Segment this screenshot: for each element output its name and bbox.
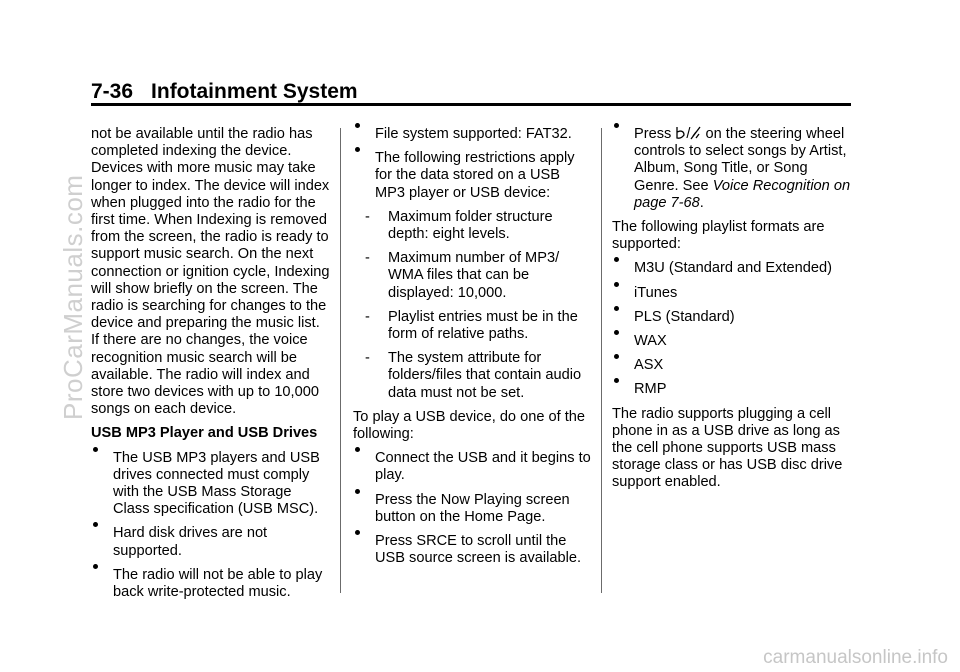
cross-reference-link[interactable]: Voice Recognition on page 7-68	[634, 177, 851, 211]
column-divider	[601, 128, 602, 593]
list-item: RMP	[612, 381, 852, 398]
list-item: M3U (Standard and Extended)	[612, 260, 852, 277]
list-item: The following restrictions apply for the data stored on a USB MP3 player or USB device:	[353, 150, 593, 202]
watermark: ProCarManuals.com	[58, 174, 88, 420]
column-1	[91, 126, 331, 608]
list-item: ASX	[612, 357, 852, 374]
column-3	[612, 126, 852, 499]
list-item: Hard disk drives are not supported.	[91, 525, 331, 559]
list-item: WAX	[612, 333, 852, 350]
footer-watermark: carmanualsonline.info	[763, 647, 948, 668]
list-item: Press the Now Playing screen button on the Home Page.	[353, 492, 593, 526]
list-item: The radio will not be able to play back write-protected music.	[91, 567, 331, 601]
steering-voice-icon	[690, 126, 701, 140]
formats-intro: The following playlist formats are supported:	[612, 219, 825, 253]
sub-list-item: - Playlist entries must be in the form of relative paths.	[365, 308, 578, 343]
list-item: Connect the USB and it begins to play.	[353, 450, 593, 484]
list-item: PLS (Standard)	[612, 309, 852, 326]
column-divider	[340, 128, 341, 593]
page-header	[91, 80, 851, 104]
sub-list-item: - Maximum folder structure depth: eight levels.	[365, 208, 553, 243]
list-item: Press SRCE to scroll until the USB source screen is available.	[353, 533, 593, 567]
steering-talk-icon	[675, 126, 686, 140]
list-item: The USB MP3 players and USB drives connected must comply with the USB Mass Storage Class specification (USB MSC).	[91, 450, 331, 519]
page-number: 7-36	[91, 80, 134, 103]
indexing-paragraph: not be available until the radio has completed indexing the device. Devices with more music may take longer to index. The device will index when plugged into the radio for the first time. When Indexing is removed from the screen, the radio is ready to support music search. On the next connection or ignition cycle, Indexing will show briefly on the screen. The radio is searching for changes to the device and preparing the music list. If there are no changes, the voice recognition music search will be available. The radio will index and store two devices with up to 10,000 songs on each device.	[91, 126, 330, 418]
column-2	[353, 126, 593, 574]
play-usb-intro: To play a USB device, do one of the following:	[353, 408, 586, 443]
list-item: iTunes	[612, 285, 852, 302]
section-title: Infotainment System	[151, 80, 358, 103]
cell-phone-paragraph: The radio supports plugging a cell phone in as a USB drive as long as the cell phone supports USB mass storage class or has USB disc drive support enabled.	[612, 405, 843, 491]
list-item: File system supported: FAT32.	[353, 126, 593, 143]
list-item: Press / on the steering wheel controls to select songs by Artist, Album, Song Title, or Song Genre. See Voice Recognition on page 7-68.	[612, 126, 852, 212]
usb-heading: USB MP3 Player and USB Drives	[91, 425, 318, 442]
header-rule	[91, 103, 851, 106]
sub-list-item: - Maximum number of MP3/ WMA files that can be displayed: 10,000.	[365, 250, 560, 301]
sub-list-item: - The system attribute for folders/files that contain audio data must not be set.	[365, 350, 582, 401]
